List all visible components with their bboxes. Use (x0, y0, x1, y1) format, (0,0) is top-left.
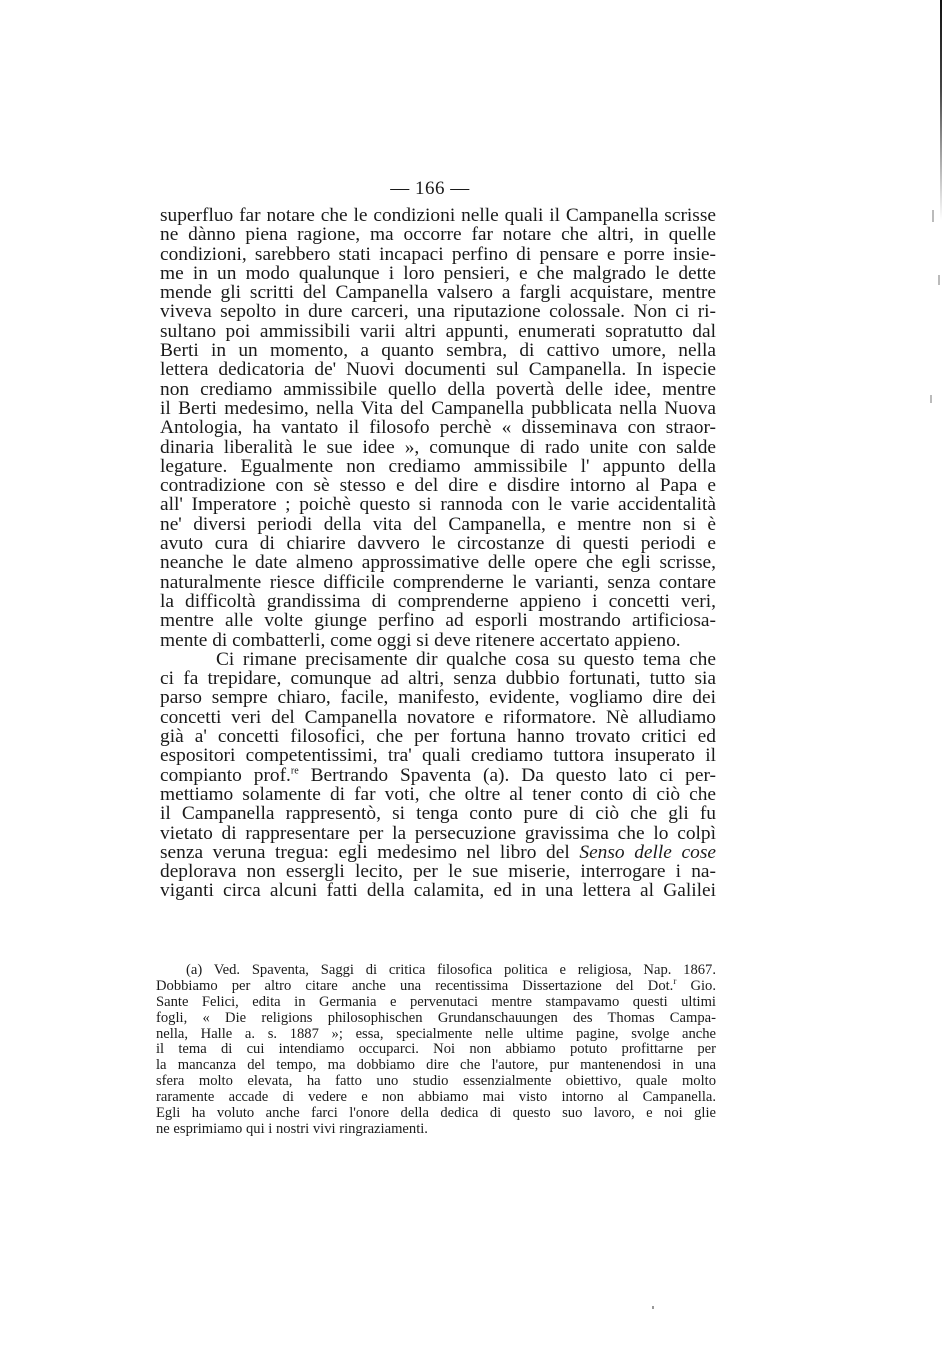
text-line: contradizione con sè stesso e del dire e disdire intorno al Papa e (160, 475, 716, 497)
text-line: Berti in un momento, a quanto sembra, di cattivo umore, nella (160, 340, 716, 362)
text-line: ci fa trepidare, comunque ad altri, senza dubbio fortunati, tutto sia (160, 668, 716, 690)
superscript: r (673, 976, 677, 987)
text-line: Ci rimane precisamente dir qualche cosa su questo tema che (216, 648, 716, 670)
text-fragment: senza veruna tregua: egli medesimo nel libro del (160, 841, 570, 863)
page-edge-mark (930, 395, 932, 403)
footnote-line: la mancanza del tempo, ma dobbiamo dire che l'autore, pur mantenendosi in una (156, 1057, 716, 1074)
footnote-line: raramente accade di vedere e non abbiamo mai visto intorno al Campanella. (156, 1089, 716, 1106)
footnote-line: nella, Halle a. s. 1887 »; essa, specialmente nelle ultime pagine, svolge anche (156, 1025, 716, 1042)
text-line: il Campanella rappresentò, si tenga conto pure di ciò che gli fu (160, 803, 716, 825)
page-edge-mark (938, 275, 940, 285)
text-line: concetti veri del Campanella novatore e riformatore. Nè alludiamo (160, 706, 716, 728)
text-line: viveva sepolto in dure carceri, una riputazione colossale. Non ci ri- (160, 301, 716, 323)
footnote-line: sfera molto elevata, ha fatto uno studio essenzialmente obiettivo, quale molto (156, 1073, 716, 1090)
text-line: deplorava non essergli lecito, per le sue miserie, interrogare i na- (160, 861, 716, 883)
text-line: espositori competentissimi, tra' quali crediamo tuttora insuperato il (160, 745, 716, 767)
text-line: ne dànno piena ragione, ma occorre far notare che altri, in quelle (160, 224, 716, 246)
text-line: Antologia, ha vantato il filosofo perchè « disseminava con straor- (160, 417, 716, 439)
page-edge-mark (932, 210, 934, 222)
text-line: la difficoltà grandissima di comprenderne appieno i concetti veri, (160, 590, 716, 612)
text-line: parso sempre chiaro, facile, manifesto, evidente, vogliamo dire dei (160, 687, 716, 709)
footnote-line: (a) Ved. Spaventa, Saggi di critica filosofica politica e religiosa, Nap. 1867. (186, 962, 716, 978)
text-line: legature. Egualmente non crediamo ammissibile l' appunto della (160, 455, 716, 477)
text-line: ne' diversi periodi della vita del Campanella, e mentre non si è (160, 513, 716, 535)
text-fragment: Bertrando Spaventa (a). Da questo lato ci per- (298, 764, 716, 786)
footnote-line: il tema di cui intendiamo occuparci. Noi non abbiamo potuto profittarne per (156, 1041, 716, 1058)
text-line: vietato di rappresentare per la persecuzione gravissima che lo colpì (160, 822, 716, 844)
superscript: re (290, 765, 299, 777)
body-text (160, 206, 716, 901)
text-line: lettera dedicatoria de' Nuovi documenti sul Campanella. In ispecie (160, 359, 716, 381)
text-line: condizioni, sarebbero stati incapaci perfino di pensare e porre insie- (160, 243, 716, 265)
page-edge-rule (940, 0, 942, 220)
footnote (156, 963, 716, 1138)
footnote-line: Sante Felici, edita in Germania e pervenutaci mentre stampavamo questi ultimi (156, 993, 716, 1010)
text-fragment: Gio. (676, 977, 717, 994)
text-line: viganti circa alcuni fatti della calamita, ed in una lettera al Galilei (160, 880, 716, 902)
text-line: non crediamo ammissibile quello della povertà delle idee, mentre (160, 378, 716, 400)
footnote-line: ne esprimiamo qui i nostri vivi ringraziamenti. (156, 1120, 428, 1137)
text-fragment: Dobbiamo per altro citare anche una recentissima Dissertazione del Dot. (156, 977, 674, 994)
text-line: mettiamo solamente di far voti, che oltre al tener conto di ciò che (160, 783, 716, 805)
text-line: il Berti medesimo, nella Vita del Campanella pubblicata nella Nuova (160, 397, 716, 419)
text-line: me in un modo qualunque i loro pensieri, e che malgrado le dette (160, 262, 716, 284)
text-line: superfluo far notare che le condizioni nelle quali il Campanella scrisse (160, 205, 716, 226)
text-line: neanche le date almeno approssimative delle opere che egli scrisse, (160, 552, 716, 574)
footnote-line (156, 976, 717, 995)
text-fragment: compianto prof. (160, 764, 291, 786)
text-line: mente di combatterli, come oggi si deve ritenere accertato appieno. (160, 629, 681, 651)
text-line: sultano poi ammissibili varii altri appunti, enumerati sopratutto dal (160, 320, 716, 342)
text-line: dinaria liberalità le sue idee », comunque di rado unite con salde (160, 436, 716, 458)
italic-title: Senso delle cose (579, 841, 716, 863)
footnote-line: Egli ha voluto anche farci l'onore della dedica di questo suo lavoro, e noi glie (156, 1105, 716, 1122)
text-line (160, 843, 716, 862)
footnote-line: fogli, « Die religions philosophischen Grundanschauungen des Thomas Campa- (156, 1009, 716, 1026)
print-speck (652, 1306, 654, 1309)
text-line: avuto cura di chiarire davvero le circostanze di questi periodi e (160, 533, 716, 555)
text-line (160, 766, 716, 785)
text-line: mende gli scritti del Campanella valsero a fargli acquistare, mentre (160, 282, 716, 304)
text-line: mentre alle volte giunge perfino ad esporli mostrando artificiosa- (160, 610, 716, 632)
text-line: all' Imperatore ; poichè questo si rannoda con le varie accidentalità (160, 494, 716, 516)
text-line: naturalmente riesce difficile comprenderne le varianti, senza contare (160, 571, 716, 593)
text-line: già a' concetti filosofici, che per fortuna hanno trovato critici ed (160, 726, 716, 748)
page-number: — 166 — (390, 178, 470, 199)
